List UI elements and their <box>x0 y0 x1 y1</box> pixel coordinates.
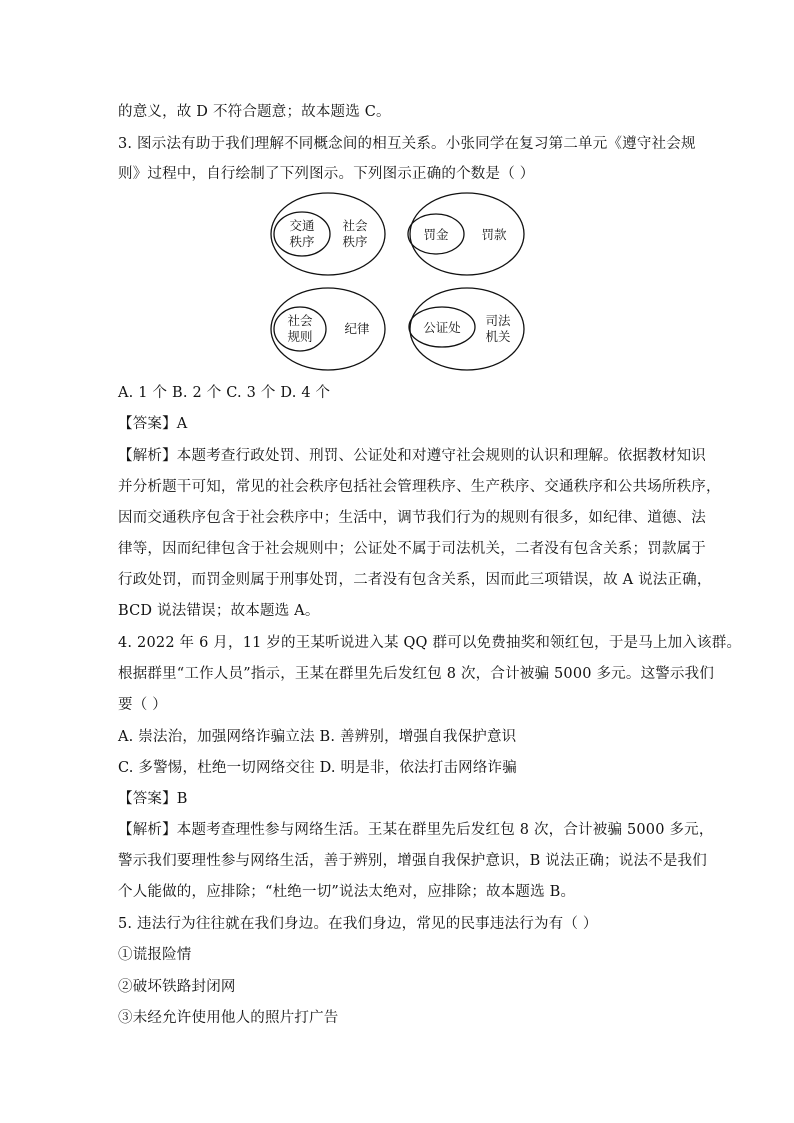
inner-label: 交通 <box>289 218 315 233</box>
question-4-options: C. 多警惕，杜绝一切网络交往 D. 明是非，依法打击网络诈骗 <box>118 760 517 776</box>
analysis-3: 因而交通秩序包含于社会秩序中；生活中，调节我们行为的规则有很多，如纪律、道德、法 <box>118 510 706 526</box>
question-3-stem: 则》过程中，自行绘制了下列图示。下列图示正确的个数是（ ） <box>118 166 535 182</box>
answer-3: 【答案】A <box>118 416 188 432</box>
analysis-4: 【解析】本题考查理性参与网络生活。王某在群里先后发红包 8 次，合计被骗 5000 多元， <box>118 822 714 838</box>
analysis-4: 个人能做的，应排除；“杜绝一切”说法太绝对，应排除；故本题选 B。 <box>118 884 576 900</box>
question-4-stem: 4. 2022 年 6 月，11 岁的王某听说进入某 QQ 群可以免费抽奖和领红包，于是马上加入该群。 <box>118 635 742 651</box>
outer-label: 罚款 <box>481 227 507 242</box>
analysis-4: 警示我们要理性参与网络生活，善于辨别，增强自我保护意识，B 说法正确；说法不是我们 <box>118 853 707 869</box>
question-3-options: A. 1 个 B. 2 个 C. 3 个 D. 4 个 <box>118 385 331 401</box>
diagram-3 <box>271 288 385 370</box>
outer-label: 秩序 <box>342 234 368 249</box>
outer-label: 纪律 <box>344 321 370 336</box>
question-5-item: ①谎报险情 <box>118 947 192 963</box>
question-3-stem: 3. 图示法有助于我们理解不同概念间的相互关系。小张同学在复习第二单元《遵守社会规 <box>118 136 696 152</box>
outer-ellipse <box>271 193 385 275</box>
analysis-3: 并分析题干可知，常见的社会秩序包括社会管理秩序、生产秩序、交通秩序和公共场所秩序， <box>118 479 721 495</box>
inner-label: 社会 <box>287 313 313 328</box>
answer-4: 【答案】B <box>118 791 188 807</box>
inner-label: 规则 <box>287 329 313 344</box>
diagram-4 <box>409 288 524 370</box>
question-4-stem: 要（ ） <box>118 697 167 713</box>
concept-diagrams <box>270 192 530 374</box>
venn-diagrams-svg <box>270 192 530 374</box>
inner-label: 秩序 <box>289 234 315 249</box>
analysis-3: 律等，因而纪律包含于社会规则中；公证处不属于司法机关，二者没有包含关系；罚款属于 <box>118 541 706 557</box>
question-5-item: ③未经允许使用他人的照片打广告 <box>118 1010 339 1026</box>
question-5-stem: 5. 违法行为往往就在我们身边。在我们身边，常见的民事违法行为有（ ） <box>118 916 598 932</box>
analysis-3: 行政处罚，而罚金则属于刑事处罚，二者没有包含关系，因而此三项错误，故 A 说法正确， <box>118 572 712 588</box>
diagram-1 <box>271 193 385 275</box>
diagram-2 <box>408 193 524 275</box>
outer-label: 机关 <box>485 329 511 344</box>
question-5-item: ②破坏铁路封闭网 <box>118 979 236 995</box>
question-4-stem: 根据群里“工作人员”指示，王某在群里先后发红包 8 次，合计被骗 5000 多元。这警示我们 <box>118 666 715 682</box>
outer-label: 司法 <box>485 313 511 328</box>
analysis-3: 【解析】本题考查行政处罚、刑罚、公证处和对遵守社会规则的认识和理解。依据教材知识 <box>118 448 706 464</box>
question-4-options: A. 崇法治，加强网络诈骗立法 B. 善辨别，增强自我保护意识 <box>118 729 517 745</box>
text-line: 的意义，故 D 不符合题意；故本题选 C。 <box>118 104 391 120</box>
analysis-3: BCD 说法错误；故本题选 A。 <box>118 603 320 619</box>
outer-label: 社会 <box>342 218 368 233</box>
inner-label: 罚金 <box>423 227 449 242</box>
inner-label: 公证处 <box>423 320 461 335</box>
